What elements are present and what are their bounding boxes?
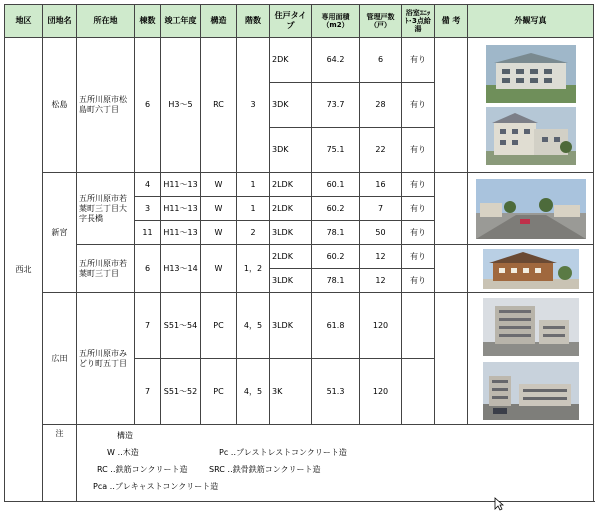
structure-cell: W bbox=[201, 245, 237, 293]
complex-name: 新宮 bbox=[43, 173, 77, 293]
unit-type-cell: 2DK bbox=[270, 38, 312, 83]
unit-type-cell: 3LDK bbox=[270, 221, 312, 245]
block-photo-icon bbox=[483, 298, 579, 356]
notes-label: 注 bbox=[43, 425, 77, 502]
bath-cell: 有り bbox=[402, 221, 435, 245]
area-cell: 60.1 bbox=[312, 173, 360, 197]
header-location: 所在地 bbox=[77, 5, 135, 38]
notes-heading: 構造 bbox=[117, 431, 133, 440]
location-cell: 五所川原市若葉町三丁目大字長橋 bbox=[77, 173, 135, 245]
header-bath: 浴室ﾕﾆｯﾄ･3点給湯 bbox=[402, 5, 435, 38]
buildings-cell: 6 bbox=[135, 245, 161, 293]
bath-cell: 有り bbox=[402, 83, 435, 128]
completion-cell: H13～14 bbox=[161, 245, 201, 293]
header-unit-type: 住戸タイプ bbox=[270, 5, 312, 38]
header-district: 地区 bbox=[5, 5, 43, 38]
buildings-cell: 7 bbox=[135, 293, 161, 359]
bath-cell: 有り bbox=[402, 38, 435, 83]
area-cell: 75.1 bbox=[312, 128, 360, 173]
complex-name: 松島 bbox=[43, 38, 77, 173]
header-buildings: 棟数 bbox=[135, 5, 161, 38]
completion-cell: S51～52 bbox=[161, 359, 201, 425]
unit-type-cell: 3DK bbox=[270, 83, 312, 128]
note-rc: RC ‥鉄筋コンクリート造 bbox=[97, 465, 188, 474]
floors-cell: 1 bbox=[237, 197, 270, 221]
units-cell: 28 bbox=[360, 83, 402, 128]
completion-cell: S51～54 bbox=[161, 293, 201, 359]
mouse-cursor-icon bbox=[494, 497, 504, 511]
unit-type-cell: 3LDK bbox=[270, 269, 312, 293]
units-cell: 16 bbox=[360, 173, 402, 197]
note-pca: Pca ‥プレキャストコンクリート造 bbox=[93, 482, 219, 491]
structure-cell: W bbox=[201, 197, 237, 221]
location-cell: 五所川原市松島町六丁目 bbox=[77, 38, 135, 173]
unit-type-cell: 2LDK bbox=[270, 197, 312, 221]
note-wood: W ‥木造 bbox=[107, 448, 139, 457]
photo-cell bbox=[468, 173, 594, 245]
area-cell: 78.1 bbox=[312, 221, 360, 245]
structure-cell: W bbox=[201, 221, 237, 245]
units-cell: 12 bbox=[360, 269, 402, 293]
notes-row bbox=[5, 425, 594, 502]
area-cell: 51.3 bbox=[312, 359, 360, 425]
bath-cell: 有り bbox=[402, 269, 435, 293]
remarks-cell bbox=[435, 38, 468, 173]
photo-cell bbox=[468, 245, 594, 293]
floors-cell: 4，5 bbox=[237, 359, 270, 425]
completion-cell: H11～13 bbox=[161, 173, 201, 197]
header-row bbox=[5, 5, 594, 38]
floors-cell: 2 bbox=[237, 221, 270, 245]
notes-legend bbox=[79, 428, 591, 498]
house-photo-icon bbox=[483, 249, 579, 289]
notes-cell bbox=[77, 425, 594, 502]
housing-table bbox=[4, 4, 594, 502]
bath-cell: 有り bbox=[402, 245, 435, 269]
area-cell: 61.8 bbox=[312, 293, 360, 359]
units-cell: 7 bbox=[360, 197, 402, 221]
buildings-cell: 7 bbox=[135, 359, 161, 425]
header-complex: 団地名 bbox=[43, 5, 77, 38]
structure-cell: PC bbox=[201, 293, 237, 359]
complex-name: 広田 bbox=[43, 293, 77, 425]
note-src: SRC ‥鉄骨鉄筋コンクリート造 bbox=[209, 465, 321, 474]
structure-cell: PC bbox=[201, 359, 237, 425]
floors-cell: 1 bbox=[237, 173, 270, 197]
table-row bbox=[5, 245, 594, 269]
buildings-cell: 3 bbox=[135, 197, 161, 221]
housing-table-container bbox=[4, 4, 593, 502]
table-row bbox=[5, 38, 594, 83]
header-units: 管理戸数（戸） bbox=[360, 5, 402, 38]
unit-type-cell: 3LDK bbox=[270, 293, 312, 359]
location-cell: 五所川原市若葉町三丁目 bbox=[77, 245, 135, 293]
header-floors: 階数 bbox=[237, 5, 270, 38]
street-photo-icon bbox=[476, 179, 586, 239]
header-photo: 外観写真 bbox=[468, 5, 594, 38]
unit-type-cell: 3DK bbox=[270, 128, 312, 173]
unit-type-cell: 2LDK bbox=[270, 245, 312, 269]
units-cell: 6 bbox=[360, 38, 402, 83]
table-row bbox=[5, 293, 594, 359]
bath-cell bbox=[402, 293, 435, 359]
completion-cell: H11～13 bbox=[161, 197, 201, 221]
remarks-cell bbox=[435, 245, 468, 293]
header-remarks: 備 考 bbox=[435, 5, 468, 38]
buildings-cell: 6 bbox=[135, 38, 161, 173]
units-cell: 12 bbox=[360, 245, 402, 269]
unit-type-cell: 2LDK bbox=[270, 173, 312, 197]
units-cell: 50 bbox=[360, 221, 402, 245]
bath-cell: 有り bbox=[402, 128, 435, 173]
area-cell: 64.2 bbox=[312, 38, 360, 83]
note-pc: Pc ‥プレストレストコンクリート造 bbox=[219, 448, 347, 457]
units-cell: 120 bbox=[360, 359, 402, 425]
buildings-cell: 11 bbox=[135, 221, 161, 245]
apartment-photo-icon bbox=[486, 107, 576, 165]
header-area: 専用面積（m2） bbox=[312, 5, 360, 38]
unit-type-cell: 3K bbox=[270, 359, 312, 425]
remarks-cell bbox=[435, 173, 468, 245]
floors-cell: 3 bbox=[237, 38, 270, 173]
bath-cell: 有り bbox=[402, 173, 435, 197]
location-cell: 五所川原市みどり町五丁目 bbox=[77, 293, 135, 425]
block-photo-icon bbox=[483, 362, 579, 420]
area-cell: 60.2 bbox=[312, 197, 360, 221]
table-row bbox=[5, 173, 594, 197]
floors-cell: 1，2 bbox=[237, 245, 270, 293]
photo-cell bbox=[468, 38, 594, 173]
completion-cell: H3～5 bbox=[161, 38, 201, 173]
structure-cell: RC bbox=[201, 38, 237, 173]
area-cell: 73.7 bbox=[312, 83, 360, 128]
bath-cell bbox=[402, 359, 435, 425]
structure-cell: W bbox=[201, 173, 237, 197]
header-structure: 構造 bbox=[201, 5, 237, 38]
units-cell: 22 bbox=[360, 128, 402, 173]
area-cell: 78.1 bbox=[312, 269, 360, 293]
completion-cell: H11～13 bbox=[161, 221, 201, 245]
apartment-photo-icon bbox=[486, 45, 576, 103]
bath-cell: 有り bbox=[402, 197, 435, 221]
photo-cell bbox=[468, 293, 594, 425]
area-cell: 60.2 bbox=[312, 245, 360, 269]
floors-cell: 4，5 bbox=[237, 293, 270, 359]
remarks-cell bbox=[435, 293, 468, 425]
units-cell: 120 bbox=[360, 293, 402, 359]
district-cell: 西北 bbox=[5, 38, 43, 502]
header-completion: 竣工年度 bbox=[161, 5, 201, 38]
buildings-cell: 4 bbox=[135, 173, 161, 197]
